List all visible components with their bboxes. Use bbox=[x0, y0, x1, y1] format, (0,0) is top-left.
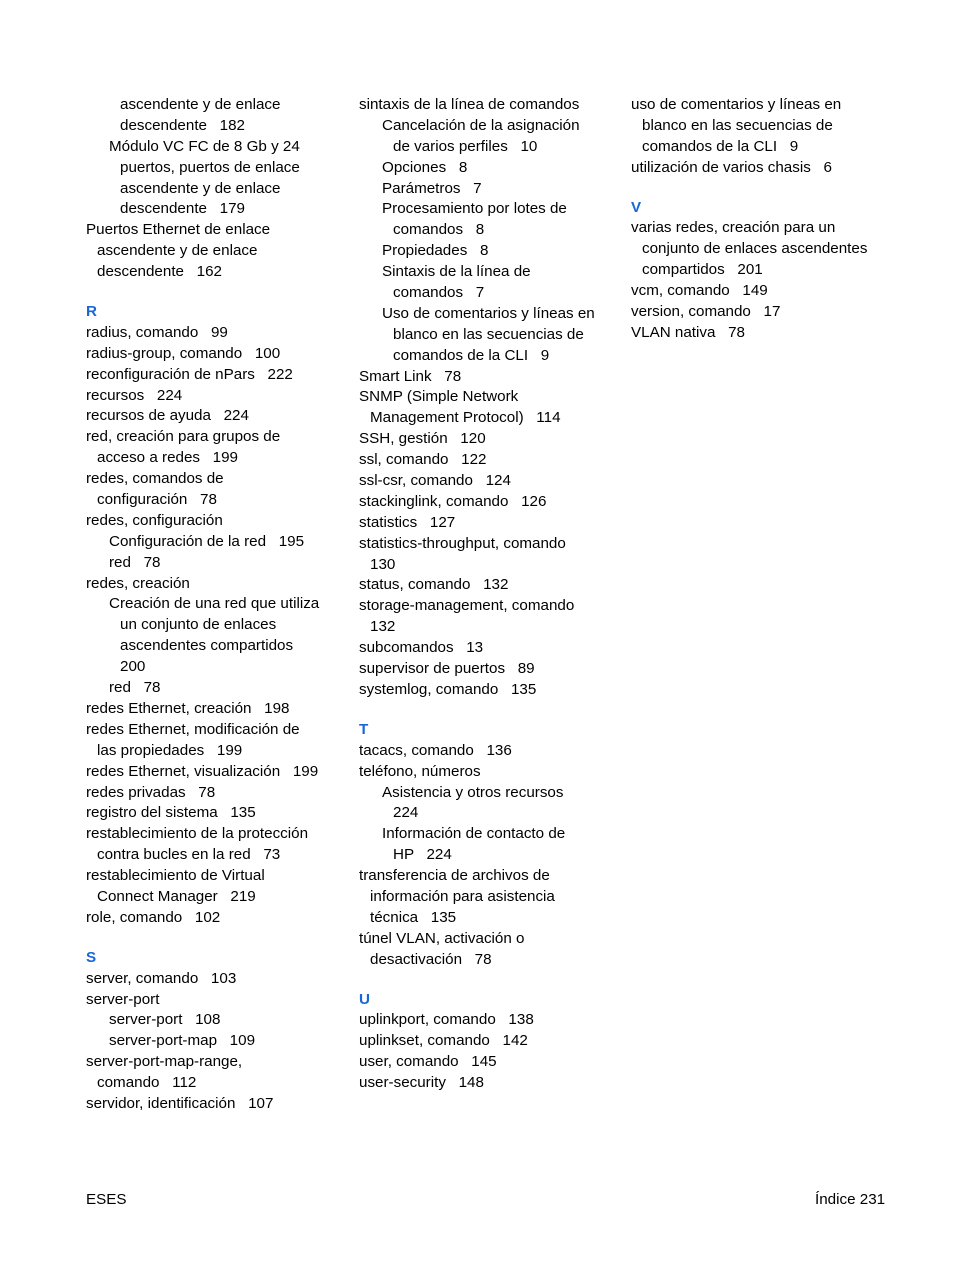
index-entry: ssl-csr, comando 124 bbox=[359, 472, 511, 490]
index-entry: túnel VLAN, activación o bbox=[359, 929, 525, 947]
index-entry: ssl, comando 122 bbox=[359, 451, 487, 469]
index-entry: server-port bbox=[86, 990, 160, 1008]
section-spacer bbox=[359, 971, 621, 990]
index-subentry: Propiedades 8 bbox=[382, 242, 489, 260]
index-subentry: técnica 135 bbox=[370, 908, 457, 926]
index-subentry: descendente 162 bbox=[97, 263, 222, 281]
index-entry: vcm, comando 149 bbox=[631, 282, 768, 300]
index-subentry: ascendente y de enlace bbox=[97, 242, 258, 260]
index-entry: redes privadas 78 bbox=[86, 783, 216, 801]
section-letter: U bbox=[359, 990, 370, 1008]
index-entry: registro del sistema 135 bbox=[86, 804, 256, 822]
index-subentry: Asistencia y otros recursos bbox=[382, 783, 564, 801]
index-subentry: 224 bbox=[393, 804, 419, 822]
index-entry: stackinglink, comando 126 bbox=[359, 492, 547, 510]
index-entry: uplinkset, comando 142 bbox=[359, 1032, 528, 1050]
index-entry: supervisor de puertos 89 bbox=[359, 660, 535, 678]
index-subentry: 130 bbox=[370, 555, 396, 573]
index-subentry: red 78 bbox=[109, 679, 161, 697]
index-entry: Smart Link 78 bbox=[359, 367, 462, 385]
index-entry: version, comando 17 bbox=[631, 303, 781, 321]
index-subentry: server-port-map 109 bbox=[109, 1032, 256, 1050]
index-entry: uplinkport, comando 138 bbox=[359, 1011, 534, 1029]
index-subentry: conjunto de enlaces ascendentes bbox=[642, 240, 868, 258]
index-subentry: HP 224 bbox=[393, 846, 452, 864]
index-entry: VLAN nativa 78 bbox=[631, 323, 745, 341]
index-subentry: un conjunto de enlaces bbox=[120, 616, 277, 634]
index-subentry: Opciones 8 bbox=[382, 158, 468, 176]
index-entry: statistics 127 bbox=[359, 513, 456, 531]
index-subentry: 200 bbox=[120, 658, 146, 676]
index-entry: recursos de ayuda 224 bbox=[86, 407, 249, 425]
index-entry: radius, comando 99 bbox=[86, 323, 228, 341]
index-entry: status, comando 132 bbox=[359, 576, 509, 594]
index-entry: teléfono, números bbox=[359, 762, 481, 780]
index-entry: restablecimiento de la protección bbox=[86, 825, 309, 843]
index-subentry: Parámetros 7 bbox=[382, 179, 482, 197]
index-column-2 bbox=[359, 95, 621, 1094]
index-entry: statistics-throughput, comando bbox=[359, 534, 566, 552]
index-subentry: descendente 179 bbox=[120, 200, 245, 218]
index-subentry: desactivación 78 bbox=[370, 950, 492, 968]
index-entry: uso de comentarios y líneas en bbox=[631, 96, 842, 113]
index-entry: redes Ethernet, modificación de bbox=[86, 720, 300, 738]
index-subentry: Uso de comentarios y líneas en bbox=[382, 304, 595, 322]
index-subentry: de varios perfiles 10 bbox=[393, 137, 538, 155]
index-entry: user, comando 145 bbox=[359, 1053, 497, 1071]
index-entry: redes Ethernet, creación 198 bbox=[86, 699, 290, 717]
index-subentry: blanco en las secuencias de bbox=[393, 325, 584, 343]
index-entry: tacacs, comando 136 bbox=[359, 741, 512, 759]
index-entry: redes, configuración bbox=[86, 511, 223, 529]
section-spacer bbox=[86, 283, 348, 302]
index-subentry: Configuración de la red 195 bbox=[109, 532, 305, 550]
index-subentry: Información de contacto de bbox=[382, 825, 566, 843]
index-subentry: server-port 108 bbox=[109, 1011, 221, 1029]
index-entry: restablecimiento de Virtual bbox=[86, 867, 265, 885]
footer-locale-code: ESES bbox=[86, 1191, 127, 1208]
index-subentry: comandos 8 bbox=[393, 221, 485, 239]
index-subentry: compartidos 201 bbox=[642, 261, 763, 279]
index-subentry: comando 112 bbox=[97, 1074, 197, 1092]
index-subentry: blanco en las secuencias de bbox=[642, 116, 833, 134]
index-entry: redes, comandos de bbox=[86, 470, 224, 488]
index-entry: SSH, gestión 120 bbox=[359, 430, 486, 448]
index-subentry: Connect Manager 219 bbox=[97, 887, 256, 905]
index-entry: redes Ethernet, visualización 199 bbox=[86, 762, 319, 780]
index-entry: reconfiguración de nPars 222 bbox=[86, 365, 293, 383]
index-entry: systemlog, comando 135 bbox=[359, 680, 537, 698]
footer-page-label: Índice 231 bbox=[815, 1191, 886, 1208]
index-entry: servidor, identificación 107 bbox=[86, 1094, 274, 1112]
index-column-3 bbox=[631, 95, 901, 344]
index-subentry: acceso a redes 199 bbox=[97, 449, 238, 467]
index-entry: utilización de varios chasis 6 bbox=[631, 158, 832, 176]
index-entry: redes, creación bbox=[86, 574, 190, 592]
section-spacer bbox=[359, 701, 621, 720]
section-letter: S bbox=[86, 948, 97, 966]
index-subentry: red 78 bbox=[109, 553, 161, 571]
index-subentry: configuración 78 bbox=[97, 491, 217, 509]
section-letter: R bbox=[86, 303, 97, 321]
index-subentry: comandos de la CLI 9 bbox=[642, 137, 799, 155]
index-entry: varias redes, creación para un bbox=[631, 219, 836, 237]
index-entry: sintaxis de la línea de comandos bbox=[359, 96, 580, 113]
index-subentry: información para asistencia bbox=[370, 887, 555, 905]
index-entry: Puertos Ethernet de enlace bbox=[86, 221, 271, 239]
index-subentry: Procesamiento por lotes de bbox=[382, 200, 567, 218]
section-spacer bbox=[631, 179, 901, 198]
index-subentry: 132 bbox=[370, 618, 396, 636]
index-subentry: ascendentes compartidos bbox=[120, 637, 294, 655]
index-subentry: las propiedades 199 bbox=[97, 741, 243, 759]
index-subentry: ascendente y de enlace bbox=[120, 179, 281, 197]
section-spacer bbox=[86, 929, 348, 948]
index-entry: SNMP (Simple Network bbox=[359, 388, 519, 406]
index-entry: server-port-map-range, bbox=[86, 1053, 243, 1071]
index-entry: red, creación para grupos de bbox=[86, 428, 281, 446]
index-subentry: puertos, puertos de enlace bbox=[120, 158, 300, 176]
index-subentry: Creación de una red que utiliza bbox=[109, 595, 320, 613]
section-letter: T bbox=[359, 720, 369, 738]
index-column-1 bbox=[86, 95, 348, 1115]
index-entry: storage-management, comando bbox=[359, 597, 575, 615]
index-entry: role, comando 102 bbox=[86, 908, 221, 926]
index-entry: user-security 148 bbox=[359, 1074, 484, 1092]
index-subentry: contra bucles en la red 73 bbox=[97, 846, 281, 864]
index-subentry: descendente 182 bbox=[120, 116, 245, 134]
index-subentry: Sintaxis de la línea de bbox=[382, 263, 531, 281]
index-entry: transferencia de archivos de bbox=[359, 867, 550, 885]
index-entry: server, comando 103 bbox=[86, 969, 237, 987]
index-subentry: Management Protocol) 114 bbox=[370, 409, 561, 427]
index-entry: recursos 224 bbox=[86, 386, 183, 404]
index-entry: subcomandos 13 bbox=[359, 639, 484, 657]
index-subentry: Cancelación de la asignación bbox=[382, 116, 580, 134]
index-subentry: comandos de la CLI 9 bbox=[393, 346, 550, 364]
section-letter: V bbox=[631, 198, 642, 216]
index-entry: radius-group, comando 100 bbox=[86, 344, 281, 362]
index-subentry: Módulo VC FC de 8 Gb y 24 bbox=[109, 137, 300, 155]
index-subentry: ascendente y de enlace bbox=[120, 96, 281, 113]
index-subentry: comandos 7 bbox=[393, 284, 485, 302]
